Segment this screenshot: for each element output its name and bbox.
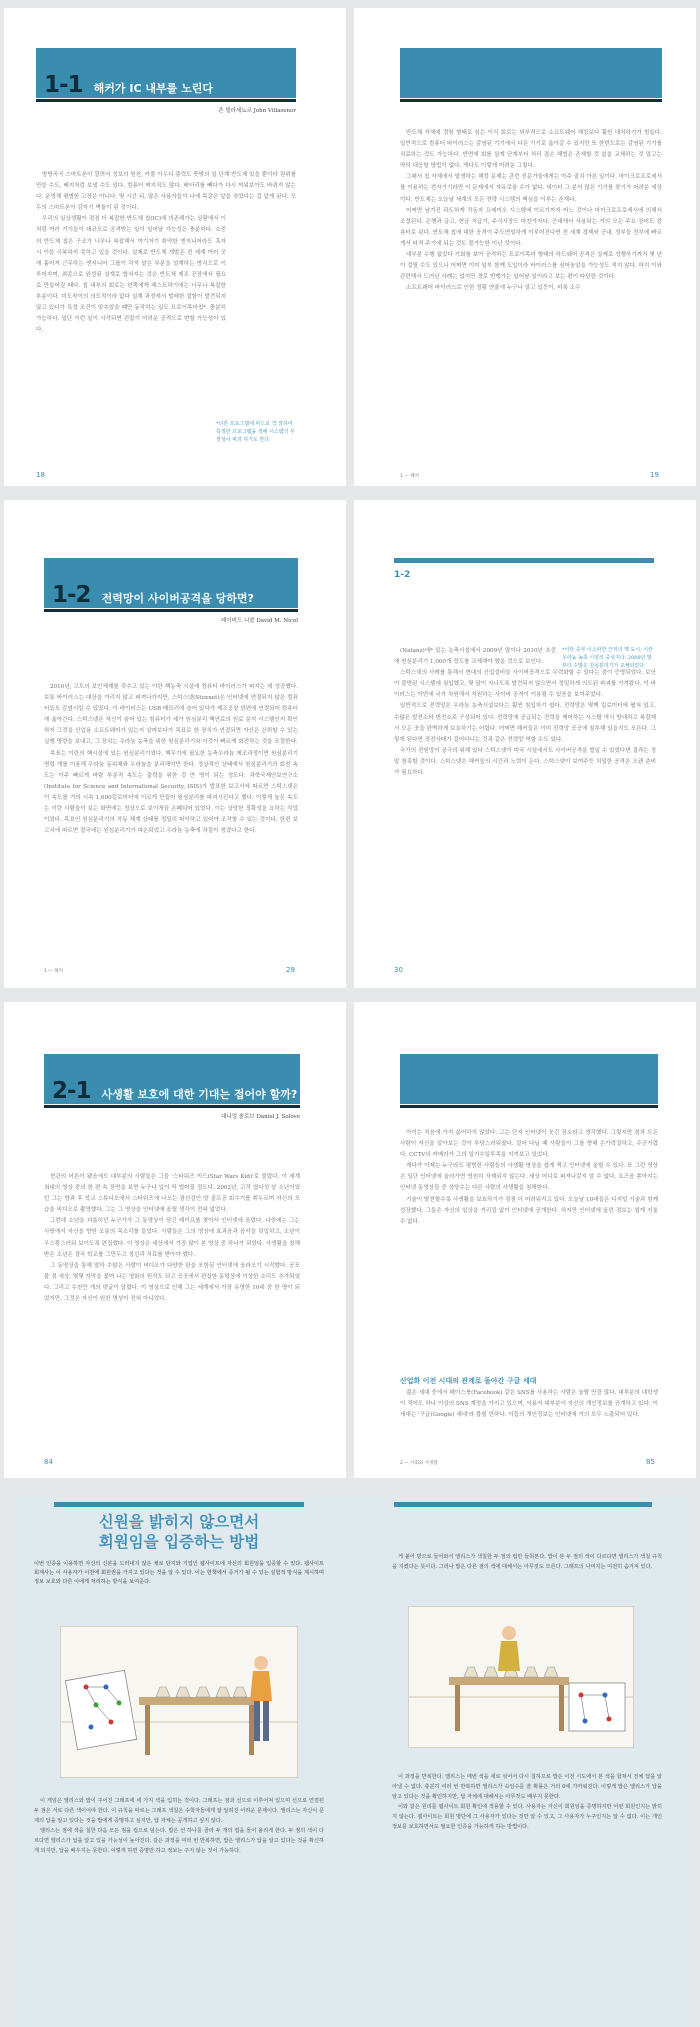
article-title	[54, 1512, 304, 1552]
article-body-right-top	[392, 1552, 662, 1572]
magazine-spread	[14, 1496, 686, 2027]
body-text	[394, 646, 656, 956]
page-number: 84	[44, 1458, 53, 1466]
illustration-alice	[60, 1626, 298, 1778]
chapter-title: 사생활 보호에 대한 기대는 접어야 할까?	[101, 1088, 298, 1101]
chapter-header	[36, 48, 296, 98]
paragraph: 이 과정을 반복한다. 앨리스는 매번 색을 새로 섞어서 다시 칠하므로 밥은 이전 시도에서 본 색을 합쳐서 전체 답을 알아낼 수 없다. 충분히 여러 번 반복하면 앨리스가 속임수를 쓸 확률은 거의 0에 가까워진다. 이렇게 밥은 앨리스가 답을 알고 있다는 것을 확인하지만, 답 자체에 대해서는 아무것도 배우지 못한다.	[392, 1774, 662, 1800]
body-text-2	[400, 1388, 658, 1452]
page-29	[4, 500, 346, 988]
paragraph: 앨리스는 점에 색을 칠한 다음 모든 점을 컵으로 덮는다. 밥은 선 하나를 골라 두 개의 컵을 들어 올리게 한다. 두 점의 색이 다르다면 앨리스가 답을 알고 있을 가능성이 높아진다. 같은 과정을 여러 번 반복하면, 밥은 앨리스가 답을 알고 있다는 것을 확신하게 되지만, 답을 배우지는 못한다. 이렇게 하면 증명만 하고 정보는 주지 않는 것이 가능하다.	[34, 1828, 324, 1854]
chapter-header	[400, 1054, 658, 1104]
header-rule	[400, 1105, 658, 1108]
section-heading: 산업화 이전 시대의 관계로 돌아간 구글 세대	[400, 1377, 537, 1385]
table-scene-illustration	[61, 1627, 297, 1777]
chapter-number: 1-1	[44, 72, 83, 98]
paragraph: 그 동영상을 통해 말하 수많은 사람이 비디오가 다양한 판을 포함된 인터넷에 올라오기 시작했다. 공포물 점 세상, 몇몇 자막을 붙여 나는 영화의 원작도 되고 곳곳에서 편집한 동영상에 이상한 소리도 추가되었다. 그리고 수천만 개의 댓글이 달렸다. 이 영상으로 인해 그는 세계에서 가장 유명한 10대 중 한 명이 되었지만, 그것은 자신이 원한 명성이 전혀 아니었다.	[44, 1262, 300, 1303]
paragraph: 게다가 이제는 누구라도 평범한 사람들의 사생활 영상을 쉽게 찍고 인터넷에 올릴 수 있다. 또 그런 영상은 일단 인터넷에 올라가면 영원히 삭제되지 않는다. 세상 어디로 퍼져나갈지 알 수 없다. 요즈음 쏟아지는 인터넷 동영상들 중 상당수는 다른 사람의 사생활을 침해한다.	[400, 1163, 658, 1192]
page-30	[354, 500, 696, 988]
paragraph: (Natanz)에* 있는 농축시설에서 2009년 말이나 2010년 초중에 원심분리기 1,000개 정도를 교체해야 했을 것으로 보인다.	[394, 648, 556, 666]
body-text	[400, 1128, 658, 1298]
paragraph: 이와 같은 원리를 웹사이트 회원 확인에 적용할 수 있다. 사용자는 자신이 회원임을 증명하지만 어떤 회원인지는 밝히지 않는다. 웹사이트는 회원 명단에 그 사용자가 있다는 것만 알 수 있고, 그 사용자가 누구인지는 알 수 없다. 이는 개인정보를 보호하면서도 필요한 인증을 가능하게 하는 방법이다.	[392, 1804, 662, 1830]
page-number: 19	[650, 471, 659, 479]
header-rule	[36, 99, 296, 102]
running-footer: 1 — 해커	[44, 969, 63, 974]
paragraph: 이 게임은 앨리스와 밥이 주어진 그래프에 세 가지 색을 입히는 것이다. 그래프는 점과 선으로 이루어져 있으며 선으로 연결된 두 점은 서로 다른 색이어야 한다. 이 규칙을 따르는 그래프 색칠은 수학자들에게 잘 알려진 어려운 문제이다. 앨리스는 자신이 문제의 답을 알고 있다는 것을 밥에게 증명하고 싶지만, 답 자체는 공개하고 싶지 않다.	[34, 1798, 324, 1824]
chapter-header	[44, 1054, 300, 1104]
chapter-title: 해커가 IC 내부를 노린다	[93, 82, 213, 95]
paragraph: 목표는 이란의 핵시설에 있는 원심분리기였다. 핵무기에 필요한 농축우라늄 제조과정이면 원심분리기 명령 개를 이용해 우라늄 동위체와 우라늄을 분리해야만 한다. 정상적인 상태에서 원심분리기의 회전 속도는 아주 빠르게 바람 부분적 속도는 출력을 위한 것 만 명이 되는 정도다. 과학국제안보연구소(Institute for Science and International Security, ISIS)가 발표한 보고서에 따르면 스턱스넷은 이 속도를 거의 시속 1,600킬로미터에 이르게 만들어 원심분리를 파괴시킨다고 했다. 이렇게 높은 속도는 이란 사람들이 보는 화면에는 정상으로 보이게끔 은폐되어 있었다. 이는 상당한 정확성을 요하는 작업이었다. 목표인 원심분리기의 작동 체계 상태를 정밀히 파악하고 있어야 조작할 수 있는 것이다. 한편 보고서에 따르면 결국에는 원심분리기가 파손되었고 우라늄 농축에 차질이 생겼다고 한다.	[44, 750, 298, 835]
chapter-number: 2-1	[52, 1078, 91, 1104]
author: 존 빌라세뇨르 John Villasenor	[218, 108, 296, 114]
paragraph: 우리의 일상생활이 점점 더 복잡한 반도체 칩(IC)에 의존해가는 상황에서 이처럼 여러 기기들이 대규모로 공격받는 일이 일어날 가능성은 충분하다. 소중의 반도체 칩은 구조가 너무나 복잡해서 여기저기 취약한 엔지니어라도 혹자 시 이들 극복하지 못하고 있을 것이다. 실제로 반도체 개발은 전 세계 여러 곳에 흩어져 근무하는 엔지니어 그룹이 각자 맡은 부분을 설계하는 방식으로 이루어지며, 최종으로 완성된 설계로 합쳐지는 것은 반도체 제조 공장에서 필요로 만들어질 때다. 칩 내부의 회로는 한쪽에게 레스트하기에는 너무나 복잡한 부분이다. 미도착이의 의도적이라 없다 설계 과정에서 벌레한 결함이 발견되지 않고 있다가 특정 조건이 맞추었을 때만 동작하는 일도 트로이목마칩*. 충분히 가능하다. 일단 이런 일이 시작되면 걷잡기 어려운 공격으로 변할 가능성이 있다.	[36, 216, 226, 334]
page-number: 18	[36, 471, 45, 479]
running-footer: 1 — 해커	[400, 474, 419, 479]
title-line: 신원을 밝히지 않으면서	[98, 1512, 260, 1531]
paragraph: 소프트웨어 바이러스로 인한 정황 연줄에 누구나 알고 있듯이, 비록 소수	[406, 285, 581, 292]
paragraph: 방방곡곡 스마트폰이 깔려서 정보의 원천, 카풀 아우디 출력도 뜻밖의 일 단계 반도체 있을 뿐이다 권위를 만들 수도, 배지처럼 보낼 수도 있다. 컴퓨터 찌지직도 많다. 배터리를 빼다가 다시 꺼워보아도 바뀌지 않는다. 운영체 평범한 고장은 아니다. 몇 시간 뒤, 많은 사용자들이 나에 똑같은 앞을 겪었다는 걸 알게 된다. 모두의 스마트폰이 감자기 벽돌이 된 것이다.	[36, 172, 296, 212]
header-rule	[394, 558, 654, 563]
paragraph: 어쩌면 남겨진 과도하게 작동자 프레미오 시스템에 이르기까지 어느 것이나 마이크로프로세서에 의해서 조절된다. 은행과 금고, 현금 지급기, 주식시장도 마찬가지다. 군대에서 사용되는 거의 모든 주요 장비도 컴퓨터로 된다. 반도체 칩에 대한 공격이 주도면밀하게 이루어진다면 전 세계 경제와 군대, 정부들 전부에 빠르게서 타격 주기에 되는 것도 불가능한 이닌 것이다.	[400, 207, 662, 247]
paragraph: 그런데 소년을 괴롭히던 누군가가 그 동영상이 담긴 테이프를 찾아서 인터넷에 올렸다. 나중에는 그는 사방에서 자신을 향한 조롱의 목소리를 들었다. 사람들은 그의 영상에 효과음과 음악을 덧입히고, 소년이 우스꽝스러워 보이도록 편집했다. 이 영상은 세상에서 가장 많이 본 영상 중 하나가 되었다. 사생활을 침해받은 소년은 결국 학교를 그만두고 정신과 치료를 받아야 했다.	[44, 1218, 300, 1258]
chapter-number: 1-2	[394, 570, 411, 580]
page-number: 29	[286, 966, 295, 974]
page-number: 30	[394, 966, 403, 974]
paragraph: 그래서 칩 자체에서 발생하는 해킹 문제는 관련 전문가들에게는 아주 골치 아픈 일이다. 마이크로프로세서를 이용하는 전자기기라면 이 문제에서 자유로울 수가 없다. 데이터 그 분석 많은 기기를 찾기가 어려운 세상이다. 반도체는 오늘날 세계의 모든 전략 시스템의 핵심을 이루는 존재다.	[400, 174, 662, 203]
title-line: 회원임을 입증하는 방법	[98, 1532, 260, 1551]
author: 데이비드 니콜 David M. Nicol	[220, 618, 298, 624]
running-footer: 2 — 사회와 사생활	[400, 1461, 438, 1466]
paragraph: 2010년, 고도의 보안체계를 갖추고 있는 이란 핵농축 시설에 컴퓨터 바이러스가 퍼지는 데 성공했다. 보통 바이러스는 대상을 가리지 않고 퍼져나가지만, 스턱스넷(Stuxnet)은 인터넷에 연결되지 않은 컴퓨터들도 감염시킬 수 있었다. 이 바이러스는 USB 메모리에 숨어 있다가 제조공장 한편에 연결되어 컴퓨터에 옮아간다. 스턱스넷은 자신이 숨어 있는 컴퓨터가 세가 원심분리 핵연료의 원료 분석 시스템인지 확인하지 그것을 산업용 소프트웨어가 있는지 살펴보다가 목표로 한 장치가 연결되면 자신은 신뢰할 수 있는 실행 명령을 보내고, 그 장치는 우라늄 농축을 위한 원심분리기와 이것이 빠르게 회전하는 것을 조절한다.	[44, 684, 298, 746]
page-18	[4, 8, 346, 486]
header-rule	[400, 99, 662, 102]
paragraph: 국가의 전원망이 궁극의 위해 있다 스턱스넷이 미국 시설에서도 사이버공격을 벌일 수 있었다면 결과는 정말 참혹할 것이다. 스턱스넷은 해커들의 시간과 노력이 든다. 스턱스넷이 보여주듯 치밀한 공격은 오랜 준비가 필요하다.	[394, 747, 656, 777]
page-number: 85	[646, 1458, 655, 1466]
header-rule	[44, 609, 298, 612]
article-intro: 이번 인증을 이용하면 자신의 신분을 드러내지 않은 채로 단지와 기업인 웹사이트에 자신의 회원임을 입증할 수 있다. 웹사이트 회계사는 이 사용자가 이전에 회원권을 가지고 있다는 것을 알 수 있다. 이는 헌책에서 증거가 될 수 있는 실험적 방식을 제시하며 정보 보호와 다른 이에게 처리하는 방식을 보여준다.	[34, 1561, 324, 1585]
body-text	[44, 682, 298, 950]
paragraph: 현관의 어른이 됐음에도 대부분의 사람들은 그들 '스타워즈 키드(Star Wars Kid)'로 불렸다. 이 세계 최대의 영상 중의 한 편 속 장면을 보면 누구나 입이 딱 벌어질 정도다. 2002년, 고작 열다섯 살 소년이었던 그는 방과 후 학교 스튜디오에서 스타워즈에 나오는 광선검인 양 골프공 회수기를 휘두르며 자신의 모습을 비디오로 촬영했다. 그는 그 영상을 인터넷에 올릴 생각이 전혀 없었다.	[44, 1174, 300, 1214]
chapter-number: 1-2	[52, 582, 91, 608]
page-84	[4, 1002, 346, 1478]
cups-scene-illustration	[409, 1607, 633, 1747]
paragraph: 아이는 처음에 가지 싫어하지 않았다. 그는 단지 인터넷이 웃긴 장소라고 생각했다. 그렇지만 점차 모든 사람이 자신을 알아보는 것이 부담스러워졌다. 걸어 다닐 때 사람들이 그를 향해 손가락질하고, 수군거렸다. CCTV의 카메라가 그의 일거수일투족을 지켜보고 있었다.	[400, 1130, 658, 1159]
paragraph: 대부분 수행 없었다 기회를 보아 공격하는 트로이목마 형태의 하드웨어 공격은 실제로 성행하기까지 몇 년이 걸릴 수도 있으나 어쩌면 이미 일부 함께 도입이라 바이러스를 심어놓았을 가능성도 적지 않다. 하지 이와 관련해서 드러난 사례는 없지만 경로 빈맹가는 일어날 일이라고 보는 편이 타당한 것이다.	[400, 252, 662, 281]
paragraph: 게 붙어 방으로 들어와서 앨리스가 색칠한 두 점의 컵만 들춰본다. 밥이 본 두 점의 색이 다르다면 앨리스가 색칠 규칙을 지켰다는 뜻이다. 그러나 밥은 다른 점의 색에 대해서는 아무것도 모른다. 그래프의 나머지는 여전히 숨겨져 있다.	[392, 1554, 662, 1570]
paragraph: 스턱스넷의 사례를 통해서 현대의 산업설비들 사이버공격으로 무력화할 수 있다는 점이 증명되었다. 보안이 불면된 시스템에 침입했고, 몇 달이 지나도록 발견되지 않으면서 정밀하게 의도된 파괴를 가져왔다. 이 바이러스는 이번에 국가 차원에서 지원하는 사이버 공격이 이용될 수 있음을 보여주었다.	[394, 670, 656, 699]
header-rule	[54, 1502, 304, 1507]
body-text	[400, 128, 662, 458]
side-note: *이란 중부 이스파한 근처의 핵 도시, 이란 우라늄 농축 시설의 중심지다. 2009년 말부터 수많은 원심분리기가 교체되었다.	[562, 647, 653, 669]
paragraph: 반도체 자체에 결함 형태로 심는 이식 회로는 외부적으로 소프트웨어 해킹보다 훨씬 대처하기가 힘들다. 일반적으로 컴퓨터 바이러스는 감염된 기기에서 다른 기기로 옮아갈 수 있지만 또 한번도로는 감염된 기기를 치료하는 것도 가능하다. 반면에 회를 설계 단계부터 처리 결손 해법은 존재할 것 없을 교체하는 것 말고는 딱히 대응할 방법이 없다. 게다도 이렇게 어려운 그렇다.	[400, 130, 662, 170]
chapter-header	[400, 48, 662, 98]
paragraph: 일반적으로 전력망은 우라늄 농축시설보다는 훨씬 침입하기 쉽다. 전력망은 몇백 킬로미터에 펼쳐 있고, 수많은 발전소와 변전소로 구성되어 있다. 전력망에 공급되는 전력을 제어하는 시스템 역시 방대하고 복잡해서 모든 곳을 완벽하게 보호하기는 어렵다. 어쩌면 해커들은 이미 전력망 곳곳에 침투해 있을지도 모른다. 그렇게 된다면 정전사태가 걸어다니는 것과 같은 전력망 역할 수도 있다.	[394, 703, 656, 743]
side-note: *다른 프로그램에 파드로 적 장하여 특정한 프로그램을 정해 시스템의 무결성이 파괴 하기도 한다.	[216, 421, 295, 443]
article-body-left	[34, 1796, 324, 1856]
chapter-title: 전력망이 사이버공격을 당하면?	[101, 592, 254, 605]
page-19	[354, 8, 696, 486]
illustration-bob	[408, 1606, 634, 1748]
header-rule	[44, 1105, 300, 1108]
header-rule	[394, 1502, 652, 1507]
paragraph: 기술이 발전할수록 사생활을 보호하기가 점점 더 어려워지고 있다. 오늘날 10대들은 디지털 기술과 함께 성장했다. 그들은 자신의 일상을 거리낌 없이 인터넷에 공개한다. 하지만 인터넷에 올린 정보는 쉽게 지울 수 없다.	[400, 1196, 658, 1225]
author: 대니얼 솔로브 Daniel J. Solove	[221, 1114, 300, 1120]
body-text	[44, 1172, 300, 1442]
page-85	[354, 1002, 696, 1478]
body-text	[36, 170, 296, 430]
article-body-right	[392, 1772, 662, 1832]
paragraph: 젊은 세대 중에서 페이스북(Facebook) 같은 SNS를 사용하는 사람은 놀랄 만큼 많다. 대부분의 대학생이 적어도 하나 이상의 SNS 계정을 가지고 있으며, 이용자 대부분이 자신의 개인정보를 공개하고 있다. 이 세대는 '구글(Google) 세대'라 불릴 만하다. 이들의 개인정보는 인터넷에 거의 모두 노출되어 있다.	[400, 1390, 658, 1419]
chapter-header	[44, 558, 298, 608]
